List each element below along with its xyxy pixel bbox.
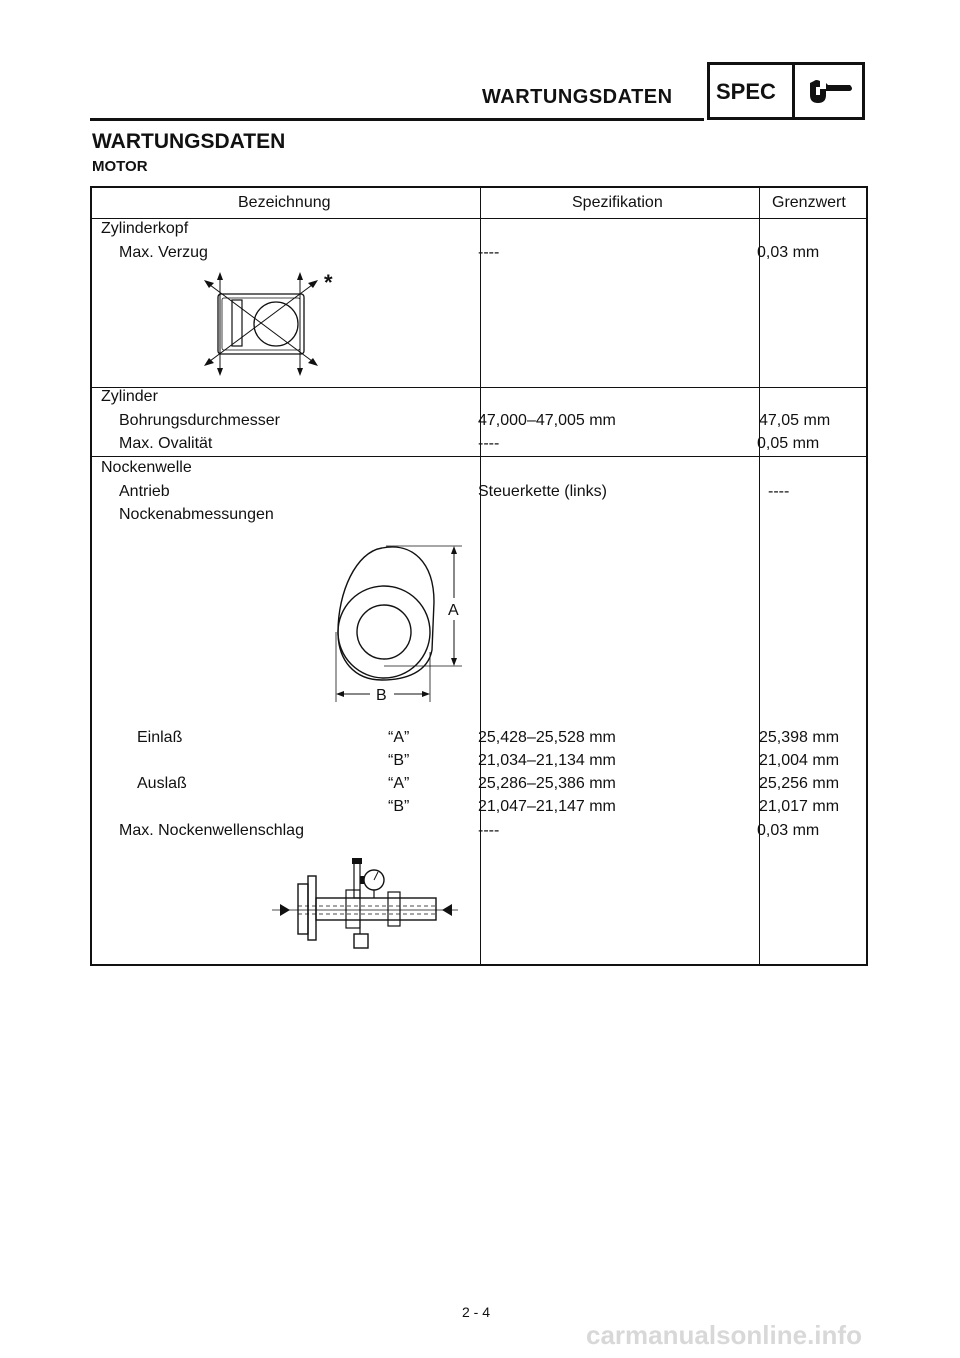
wrench-icon bbox=[806, 77, 856, 107]
verzug-spec: ---- bbox=[478, 244, 500, 261]
header-title: WARTUNGSDATEN bbox=[482, 86, 673, 108]
spec-table bbox=[90, 186, 868, 966]
badge-divider bbox=[792, 65, 795, 117]
row-group-zylinderkopf: Zylinderkopf bbox=[101, 220, 189, 237]
antrieb-limit: ---- bbox=[768, 483, 790, 500]
cylinder-head-warpage-figure bbox=[198, 268, 338, 378]
verzug-label: Max. Verzug bbox=[119, 244, 208, 261]
dimension-a-label: A bbox=[448, 602, 459, 619]
figure-asterisk: * bbox=[324, 270, 333, 295]
row-divider bbox=[92, 387, 866, 388]
column-header-spezifikation: Spezifikation bbox=[572, 194, 663, 211]
einlass-b-limit: 21,004 mm bbox=[759, 752, 840, 769]
einlass-a-limit: 25,398 mm bbox=[759, 729, 840, 746]
schlag-limit: 0,03 mm bbox=[757, 822, 820, 839]
ovalitaet-limit: 0,05 mm bbox=[757, 435, 820, 452]
verzug-limit: 0,03 mm bbox=[757, 244, 820, 261]
einlass-a-mark: “A” bbox=[388, 729, 410, 746]
page-title: WARTUNGSDATEN bbox=[92, 130, 286, 153]
row-group-nockenwelle: Nockenwelle bbox=[101, 459, 192, 476]
column-header-grenzwert: Grenzwert bbox=[772, 194, 846, 211]
spec-badge-label: SPEC bbox=[716, 79, 776, 104]
ovalitaet-spec: ---- bbox=[478, 435, 500, 452]
header-divider bbox=[92, 218, 866, 219]
auslass-b-limit: 21,017 mm bbox=[759, 798, 840, 815]
ovalitaet-label: Max. Ovalität bbox=[119, 435, 213, 452]
column-divider bbox=[480, 188, 481, 964]
einlass-label: Einlaß bbox=[137, 729, 183, 746]
row-divider bbox=[92, 456, 866, 457]
auslass-a-mark: “A” bbox=[388, 775, 410, 792]
cam-lobe-figure bbox=[322, 532, 472, 712]
camshaft-runout-figure bbox=[268, 854, 462, 954]
row-group-zylinder: Zylinder bbox=[101, 388, 158, 405]
column-header-bezeichnung: Bezeichnung bbox=[238, 194, 331, 211]
abmessungen-label: Nockenabmessungen bbox=[119, 506, 274, 523]
watermark: carmanualsonline.info bbox=[586, 1320, 862, 1350]
einlass-a-spec: 25,428–25,528 mm bbox=[478, 729, 616, 746]
auslass-label: Auslaß bbox=[137, 775, 187, 792]
auslass-a-limit: 25,256 mm bbox=[759, 775, 840, 792]
auslass-b-mark: “B” bbox=[388, 798, 410, 815]
bohrung-label: Bohrungsdurchmesser bbox=[119, 412, 280, 429]
bohrung-limit: 47,05 mm bbox=[759, 412, 831, 429]
spec-badge bbox=[707, 62, 865, 120]
schlag-spec: ---- bbox=[478, 822, 500, 839]
antrieb-spec: Steuerkette (links) bbox=[478, 483, 607, 500]
dimension-b-label: B bbox=[376, 687, 387, 704]
auslass-a-spec: 25,286–25,386 mm bbox=[478, 775, 616, 792]
schlag-label: Max. Nockenwellenschlag bbox=[119, 822, 304, 839]
auslass-b-spec: 21,047–21,147 mm bbox=[478, 798, 616, 815]
column-divider bbox=[759, 188, 760, 964]
page-number: 2 - 4 bbox=[462, 1304, 491, 1320]
einlass-b-spec: 21,034–21,134 mm bbox=[478, 752, 616, 769]
section-title: MOTOR bbox=[92, 158, 148, 175]
einlass-b-mark: “B” bbox=[388, 752, 410, 769]
header-rule bbox=[90, 118, 704, 121]
bohrung-spec: 47,000–47,005 mm bbox=[478, 412, 616, 429]
antrieb-label: Antrieb bbox=[119, 483, 170, 500]
